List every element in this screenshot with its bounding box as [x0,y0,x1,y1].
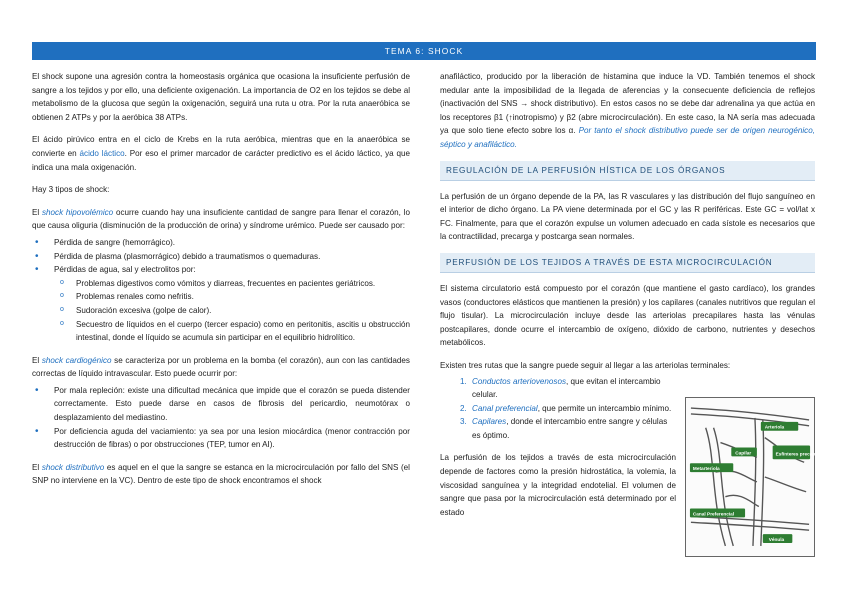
label-metarteriola: Metarteriola [692,467,720,473]
label-venula: Vénula [768,538,785,543]
cardiogenic-causes-list [32,384,410,452]
list-item: • Pérdida de sangre (hemorrágico). [32,236,410,250]
list-item: • Pérdidas de agua, sal y electrolitos por: o Problemas digestivos como vómitos y diarreas, frecuentes en pacientes geriátricos. o Problemas renales como nefritis. o Sudoración excesiva (golpe de calor). o Secuestro de líquidos en el cuerpo (tercer espacio) como en peritonitis, ascitis u obstrucción intestinal, donde el líquido se acumula sin participar en el equilibrio hidrolítico. [32,263,410,345]
lactic-acid-term: ácido láctico [79,148,125,158]
hypovolemic-paragraph: El shock hipovolémico ocurre cuando hay una insuficiente cantidad de sangre para llenar el corazón, lo que causa oliguria (disminución de la producción de orina) y síndrome urémico. Puede ser causado por: [32,207,411,231]
shock-types-intro: Hay 3 tipos de shock: [32,185,110,195]
list-item: 3. Capilares, donde el intercambio entre sangre y células es óptimo. [460,417,668,440]
list-item: o Secuestro de líquidos en el cuerpo (tercer espacio) como en peritonitis, ascitis u obstrucción intestinal, donde el líquido se acumula sin participar en el equilibrio hidrolítico. [54,318,410,345]
page-title: TEMA 6: SHOCK [384,46,464,56]
label-esfinteres: Esfínteres precapilares [775,452,828,458]
route-term: Canal preferencial [472,403,538,413]
routes-intro: Existen tres rutas que la sangre puede seguir al llegar a las arteriolas terminales: [440,360,731,370]
section-heading-regulation: REGULACIÓN DE LA PERFUSIÓN HÍSTICA DE LOS ÓRGANOS [440,161,815,181]
microcirculation-paragraph: El sistema circulatorio está compuesto por el corazón (que mantiene el gasto cardíaco), los grandes vasos (conductores elásticos que mantienen la presión) y los capilares (canales nutritivos que regulan el flujo tisular). La microcirculación incluye desde las arteriolas precapilares hasta las vénulas postcapilares, donde ocurre el intercambio de oxígeno, dióxido de carbono, nutrientes y desechos metabólicos. [440,283,815,348]
pyruvic-paragraph: El ácido pirúvico entra en el ciclo de Krebs en la ruta aeróbica, mientras que en la anaeróbica se convierte en ácido láctico. Por eso el primer marcador de carácter predictivo es el ácido láctico, ya que indica una mala oxigenación. [32,135,411,172]
list-item: • Por deficiencia aguda del vaciamiento: ya sea por una lesion miocárdica (menor contracción por destrucción de fibras) o por obstrucciones (TEP, tumor en AI). [32,425,410,452]
route-term: Capilares [472,417,507,427]
regulation-paragraph: La perfusión de un órgano depende de la PA, las R vasculares y las distribución del flujo sanguíneo en el interior de dicho órgano. La PA viene determinada por el GC y las R periféricas. Este GC = vol/lat x FC. Finalmente, para que el corazón expulse un volumen adecuado en cada sístole es necesarios que la contractilidad, precarga y postcarga sean normales. [440,191,815,242]
distributive-summary: Por tanto el shock distributivo puede ser de origen neurogénico, séptico y anafiláctico. [440,126,815,149]
distributive-paragraph: El shock distributivo es aquel en el que la sangre se estanca en la microcirculación por fallo del SNS (el SNP no interviene en la VC). Dentro de este tipo de shock encontramos el shock [32,462,410,486]
distributive-term: shock distributivo [41,462,105,472]
list-item: o Problemas digestivos como vómitos y diarreas, frecuentes en pacientes geriátricos. [54,277,410,291]
label-canal: Canal Preferencial [692,512,735,518]
microcirculation-diagram [686,398,828,556]
distributive-continued-paragraph: anafiláctico, producido por la liberación de histamina que induce la VD. También tenemos el shock medular ante la imposibilidad de la llegada de aferencias y la consecuente deficiencia de reflejos (inactivación del SNS → shock distributivo). En estos casos no se debe dar adrenalina ya que actúa en los receptores β1 (↑inotropismo) y β2 (abre microcirculación). En este caso, la NA sería mas adecuada ya que solo tiene efecto sobre los α. Por tanto el shock distributivo puede ser de origen neurogénico, séptico y anafiláctico. [440,72,815,149]
list-item: o Sudoración excesiva (golpe de calor). [54,304,410,318]
routes-list [440,375,676,443]
fluid-loss-sublist [54,277,410,345]
list-item: 2. Canal preferencial, que permite un intercambio mínimo. [460,403,672,413]
perfusion-paragraph: La perfusión de los tejidos a través de esta microcirculación depende de factores como la presión hidrostática, la volemia, la viscosidad sanguínea y la integridad endotelial. El volumen de sangre que pasa por la microcirculación está determinado por el estado [440,453,676,517]
list-item: 1. Conductos arteriovenosos, que evitan el intercambio celular. [460,376,661,400]
label-capilar: Capilar [735,451,752,457]
left-column [32,70,410,497]
list-item: o Problemas renales como nefritis. [54,290,410,304]
label-arteriola: Arteriola [764,425,785,431]
cardiogenic-paragraph: El shock cardiogénico se caracteriza por un problema en la bomba (el corazón), aun con las cantidades correctas de líquido intravascular. Esto puede ocurrir por: [32,355,410,379]
section-heading-microcirculation: PERFUSIÓN DE LOS TEJIDOS A TRAVÉS DE ESTA MICROCIRCULACIÓN [440,253,815,273]
intro-paragraph: El shock supone una agresión contra la homeostasis orgánica que ocasiona la insuficiente perfusión de sangre a los tejidos y por ello, una deficiente oxigenación. La importancia de O2 en los tejidos se debe al metabolismo de la glucosa que según la oxigenación, seguirá una ruta u otra. Por la ruta anaeróbica se obtienen 2 ATPs y por la aeróbica 38 ATPs. [32,72,410,122]
list-item: • Por mala repleción: existe una dificultad mecánica que impide que el corazón se pueda distender correctamente. Esto puede darse en casos de fibrosis del pericardio, neumotórax o desplazamiento del mediastino. [32,384,410,425]
hypovolemic-causes-list [32,236,410,345]
list-item: • Pérdida de plasma (plasmorrágico) debido a traumatismos o quemaduras. [32,250,410,264]
route-term: Conductos arteriovenosos [472,376,567,386]
cardiogenic-term: shock cardiogénico [41,355,112,365]
microcirculation-figure [685,397,828,557]
page-banner [32,42,816,60]
hypovolemic-term: shock hipovolémico [42,207,114,217]
